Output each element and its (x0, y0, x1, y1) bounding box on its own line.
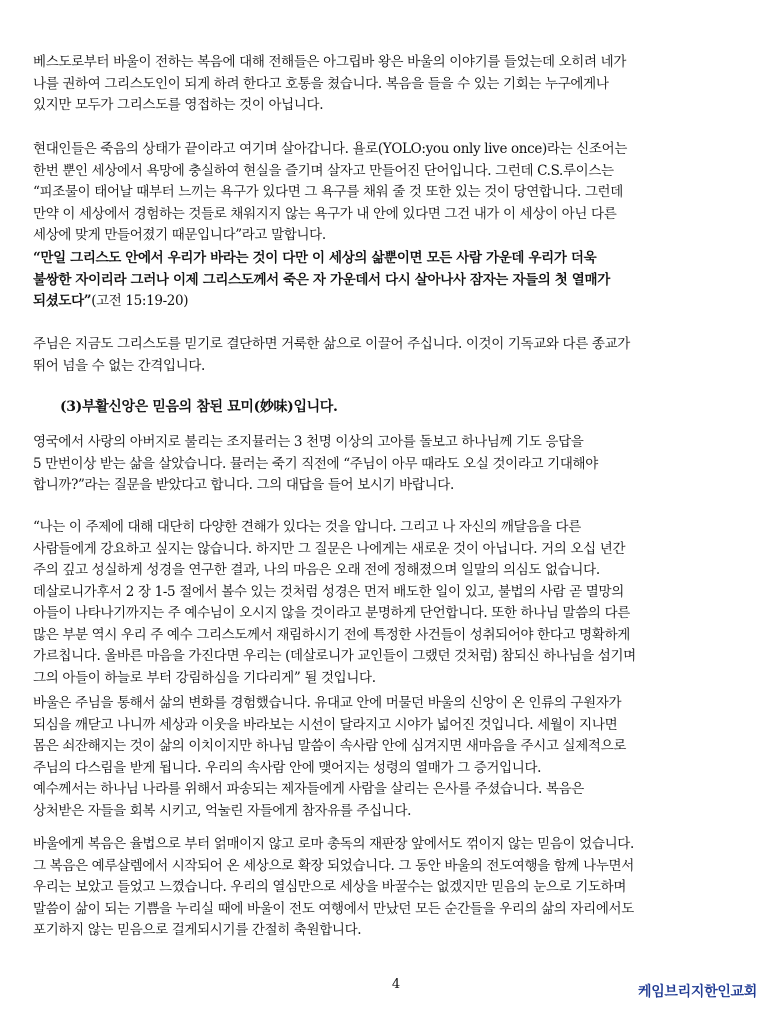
paragraph-scripture-quote (33, 248, 757, 313)
text-line: 바울은 주님을 통해서 삶의 변화를 경험했습니다. 유대교 안에 머물던 바울의 신앙이 온 인류의 구원자가 (33, 695, 622, 711)
text-line: 세상에 맞게 만들어졌기 때문입니다”라고 말합니다. (33, 227, 326, 243)
text-line: 되심을 깨닫고 나니까 세상과 이웃을 바라보는 시선이 달라지고 시야가 넓어진 것입니다. 세월이 지나면 (33, 716, 618, 733)
paragraph-christianity (33, 334, 757, 377)
text-line: 예수께서는 하나님 나라를 위해서 파송되는 제자들에게 사람을 살리는 은사를 주셨습니다. 복음은 (33, 781, 584, 797)
text-line: 데살로니가후서 2 장 1-5 절에서 볼수 있는 것처럼 성경은 먼저 배도한 일이 있고, 불법의 사람 곧 멸망의 (33, 583, 624, 600)
paragraph-agrippa (33, 52, 757, 117)
paragraph-closing-blessing (33, 834, 757, 942)
text-line: 많은 부분 역시 우리 주 예수 그리스도께서 재림하시기 전에 특정한 사건들이 성취되어야 한다고 명확하게 (33, 626, 630, 643)
text-line: 아들이 나타나기까지는 주 예수님이 오시지 않을 것이라고 분명하게 단언합니다. 또한 하나님 말씀의 다른 (33, 605, 630, 621)
paragraph-muller-answer (33, 517, 757, 689)
text-line: 있지만 모두가 그리스도를 영접하는 것이 아닙니다. (33, 97, 324, 113)
text-line: 주의 깊고 성실하게 성경을 연구한 결과, 나의 마음은 오래 전에 정해졌으며 일말의 의심도 없습니다. (33, 562, 600, 578)
text-line: 그 복음은 예루살렘에서 시작되어 온 세상으로 확장 되었습니다. 그 동안 바울의 전도여행을 함께 나누면서 (33, 857, 634, 874)
text-line: 바울에게 복음은 율법으로 부터 얽매이지 않고 로마 총독의 재판장 앞에서도 꺾이지 않는 믿음이 었습니다. (33, 836, 634, 852)
text-line: 그의 아들이 하늘로 부터 강림하심을 기다리게” 될 것입니다. (33, 669, 376, 686)
text-line: 우리는 보았고 들었고 느꼈습니다. 우리의 열심만으로 세상을 바꿀수는 없겠지만 믿음의 눈으로 기도하며 (33, 879, 627, 895)
quote-line: 되셨도다” (33, 293, 92, 309)
quote-line: 불쌍한 자이리라 그러나 이제 그리스도께서 죽은 자 가운데서 다시 살아나사 잠자는 자들의 첫 열매가 (33, 271, 610, 288)
text-line: 몸은 쇠잔해지는 것이 삶의 이치이지만 하나님 말씀이 속사람 안에 심겨지면 새마음을 주시고 실제적으로 (33, 738, 627, 754)
text-line: 주님은 지금도 그리스도를 믿기로 결단하면 거룩한 삶으로 이끌어 주십니다. 이것이 기독교와 다른 종교가 (33, 336, 630, 352)
text-line: 말씀이 삶이 되는 기쁨을 누리실 때에 바울이 전도 여행에서 만났던 모든 순간들을 우리의 삶의 자리에서도 (33, 900, 634, 917)
text-line: 상처받은 자들을 회복 시키고, 억눌린 자들에게 참자유를 주십니다. (33, 802, 412, 819)
section-heading: (3)부활신앙은 믿음의 참된 묘미(妙味)입니다. (60, 399, 338, 415)
paragraph-yolo (33, 139, 757, 247)
paragraph-paul-transformation (33, 693, 757, 822)
text-line: 포기하지 않는 믿음으로 걸게되시기를 간절히 축원합니다. (33, 922, 362, 938)
text-line: 현대인들은 죽음의 상태가 끝이라고 여기며 살아갑니다. 욜로(YOLO:you only live once)라는 신조어는 (33, 141, 628, 157)
text-line: 나를 권하여 그리스도인이 되게 하려 한다고 호통을 쳤습니다. 복음을 들을 수 있는 기회는 누구에게나 (33, 75, 609, 92)
text-line: “피조물이 태어날 때부터 느끼는 욕구가 있다면 그 욕구를 채워 줄 것 또한 있는 것이 당연합니다. 그런데 (33, 184, 623, 200)
page-number: 4 (391, 977, 401, 992)
text-line: 만약 이 세상에서 경험하는 것들로 채워지지 않는 욕구가 내 안에 있다면 그건 내가 이 세상이 아닌 다른 (33, 205, 617, 222)
text-line: 사람들에게 강요하고 싶지는 않습니다. 하지만 그 질문은 나에게는 새로운 것이 아닙니다. 거의 오십 년간 (33, 540, 626, 557)
text-line: “나는 이 주제에 대해 대단히 다양한 견해가 있다는 것을 압니다. 그리고 나 자신의 깨달음을 다른 (33, 519, 581, 535)
scripture-reference: (고전 15:19-20) (91, 293, 189, 309)
text-line: 한번 뿐인 세상에서 욕망에 충실하여 현실을 즐기며 살자고 만들어진 단어입니다. 그런데 C.S.루이스는 (33, 162, 614, 179)
text-line: 합니까?”라는 질문을 받았다고 합니다. 그의 대답을 들어 보시기 바랍니다. (33, 477, 454, 493)
text-line: 베스도로부터 바울이 전하는 복음에 대해 전해들은 아그립바 왕은 바울의 이야기를 들었는데 오히려 네가 (33, 54, 627, 70)
quote-line: “만일 그리스도 안에서 우리가 바라는 것이 다만 이 세상의 삶뿐이면 모든 사람 가운데 우리가 더욱 (33, 250, 597, 266)
text-line: 주님의 다스림을 받게 됩니다. 우리의 속사람 안에 맺어지는 성령의 열매가 그 증거입니다. (33, 759, 542, 776)
paragraph-george-muller (33, 432, 757, 497)
text-line: 뛰어 넘을 수 없는 간격입니다. (33, 357, 205, 374)
church-name-footer: 케임브리지한인교회 (637, 984, 757, 1000)
text-line: 가르칩니다. 올바른 마음을 가진다면 우리는 (데살로니가 교인들이 그랬던 것처럼) 참되신 하나님을 섬기며 (33, 648, 636, 664)
text-line: 5 만번이상 받는 삶을 살았습니다. 뮬러는 죽기 직전에 “주님이 아무 때라도 오실 것이라고 기대해야 (33, 455, 598, 472)
text-line: 영국에서 사랑의 아버지로 불리는 조지뮬러는 3 천명 이상의 고아를 돌보고 하나님께 기도 응답을 (33, 434, 584, 450)
